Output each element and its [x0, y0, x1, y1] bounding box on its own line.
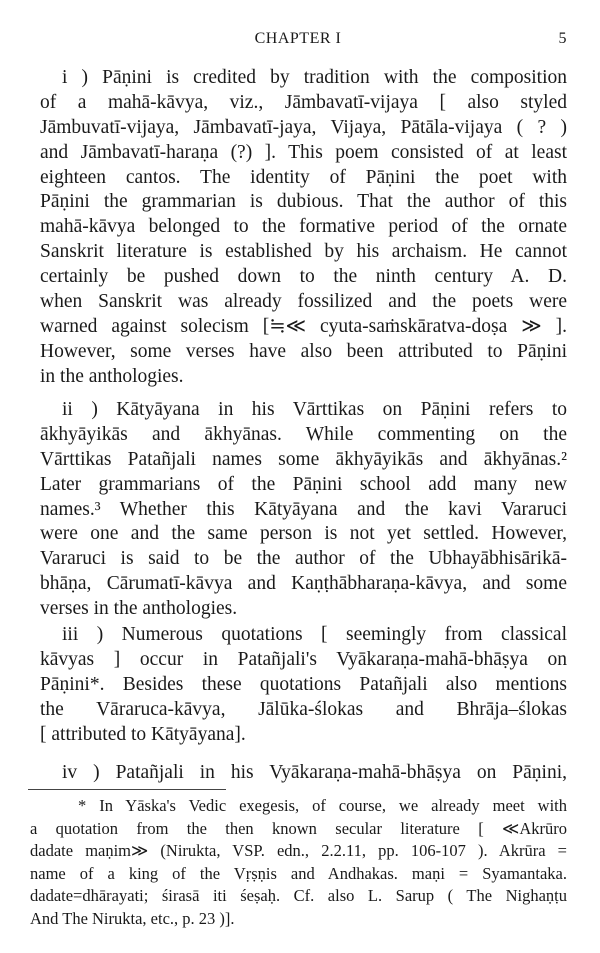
text-line: Pāṇini*. Besides these quotations Patañjali also mentions — [40, 673, 567, 695]
text-line: certainly be pushed down to the ninth century A. D. — [40, 266, 567, 288]
text-line: eighteen cantos. The identity of Pāṇini the poet with — [40, 166, 567, 188]
text-line: Pāṇini the grammarian is dubious. That the author of this — [40, 191, 567, 213]
paragraph-iv — [40, 761, 567, 786]
text-line: And The Nirukta, etc., p. 23 )]. — [30, 908, 235, 928]
text-line: kāvyas ] occur in Patañjali's Vyākaraṇa-mahā-bhāṣya on — [40, 648, 567, 670]
page-number: 5 — [558, 30, 567, 47]
text-line: ii ) Kātyāyana in his Vārttikas on Pāṇini refers to — [62, 399, 567, 420]
footnote-rule — [28, 789, 226, 790]
text-line: Later grammarians of the Pāṇini school add many new — [40, 473, 567, 495]
text-line: the Vāraruca-kāvya, Jālūka-ślokas and Bhrāja–ślokas — [40, 698, 567, 720]
text-line: However, some verses have also been attributed to Pāṇini — [40, 340, 567, 362]
text-line: ākhyāyikās and ākhyānas. While commenting on the — [40, 423, 567, 445]
running-head: CHAPTER I — [254, 30, 342, 47]
text-line: Vararuci is said to be the author of the Ubhayābhisārikā- — [40, 548, 567, 570]
text-line: Jāmbuvatī-vijaya, Jāmbavatī-jaya, Vijaya, Pātāla-vijaya ( ? ) — [40, 116, 567, 138]
footnote — [30, 795, 567, 931]
text-line: iii ) Numerous quotations [ seemingly from classical — [62, 624, 567, 645]
text-line: Vārttikas Patañjali names some ākhyāyikās and ākhyānas.² — [40, 448, 567, 470]
text-line: when Sanskrit was already fossilized and the poets were — [40, 291, 567, 313]
text-line: verses in the anthologies. — [40, 598, 238, 620]
text-line: dadate=dhārayati; śirasā iti śeṣaḥ. Cf. also L. Sarup ( The Nighaṇṭu — [30, 886, 567, 906]
text-line: names.³ Whether this Kātyāyana and the kavi Vararuci — [40, 498, 567, 520]
paragraph-i — [40, 66, 567, 390]
text-line: dadate maṇim≫ (Nirukta, VSP. edn., 2.2.11, pp. 106-107 ). Akrūra = — [30, 841, 567, 861]
text-line: bhāṇa, Cārumatī-kāvya and Kaṇṭhābharaṇa-kāvya, and some — [40, 573, 567, 595]
text-line: a quotation from the then known secular literature [ ≪Akrūro — [30, 818, 567, 838]
text-line: name of a king of the Vṛṣṇis and Andhakas. maṇi = Syamantaka. — [30, 863, 567, 883]
paragraph-iii — [40, 623, 567, 747]
text-line: of a mahā-kāvya, viz., Jāmbavatī-vijaya [ also styled — [40, 91, 567, 113]
text-line: i ) Pāṇini is credited by tradition with the composition — [62, 67, 567, 88]
text-line: [ attributed to Kātyāyana]. — [40, 723, 246, 745]
text-line: and Jāmbavatī-haraṇa (?) ]. This poem consisted of at least — [40, 141, 567, 163]
paragraph-ii — [40, 398, 567, 622]
text-line: mahā-kāvya belonged to the formative period of the ornate — [40, 216, 567, 238]
text-line: warned against solecism [≒≪ cyuta-saṁskāratva-doṣa ≫ ]. — [40, 315, 567, 337]
text-line: iv ) Patañjali in his Vyākaraṇa-mahā-bhāṣya on Pāṇini, — [62, 762, 567, 783]
text-line: Sanskrit literature is established by his archaism. He cannot — [40, 241, 567, 263]
text-line: * In Yāska's Vedic exegesis, of course, we already meet with — [78, 796, 567, 815]
text-line: were one and the same person is not yet settled. However, — [40, 523, 567, 545]
text-line: in the anthologies. — [40, 365, 184, 387]
